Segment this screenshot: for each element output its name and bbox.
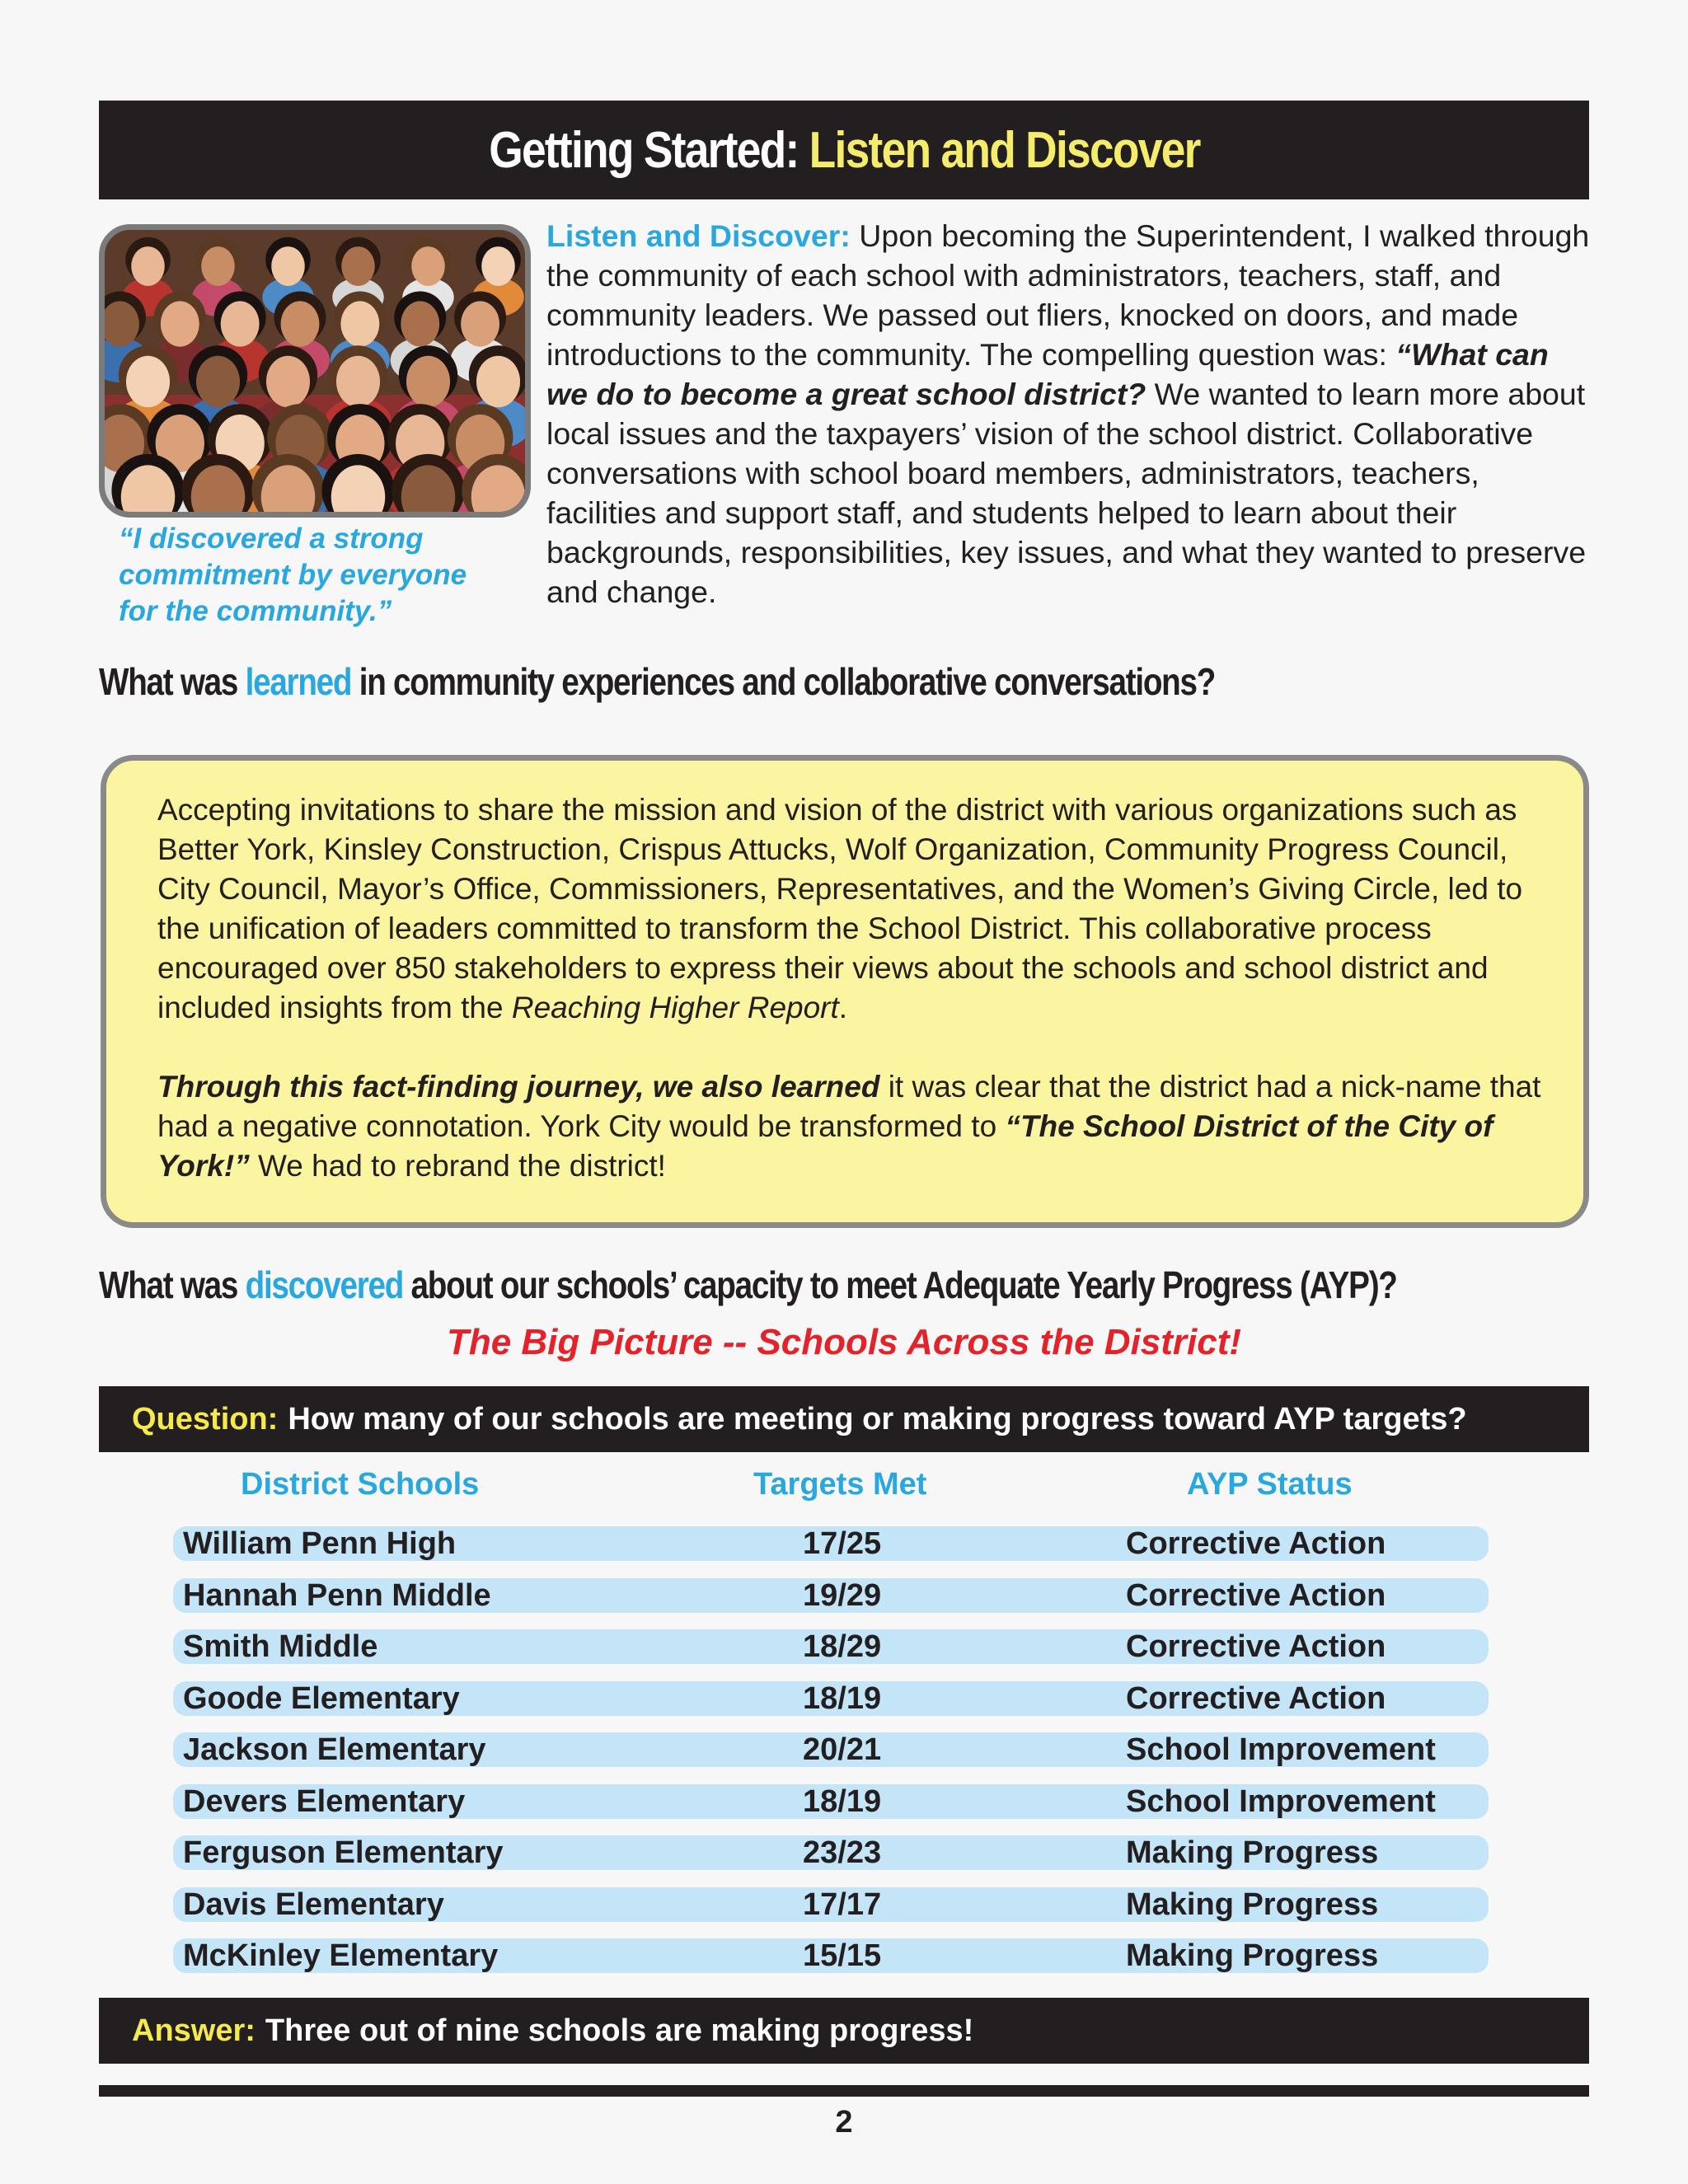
- question-label: Question:: [132, 1401, 279, 1436]
- table-row: [173, 1629, 1489, 1664]
- ayp-status: Corrective Action: [1126, 1577, 1386, 1613]
- ayp-status: Making Progress: [1126, 1835, 1379, 1870]
- person-face: [161, 301, 199, 346]
- person-face: [341, 246, 375, 286]
- footer-rule: [99, 2085, 1589, 2097]
- person-face: [411, 246, 445, 286]
- page-number: 2: [835, 2105, 853, 2139]
- targets-met: 20/21: [803, 1732, 882, 1767]
- schools-table: [173, 1526, 1489, 1990]
- person-face: [281, 301, 320, 346]
- section-heading-discovered: [99, 1263, 1397, 1307]
- answer-text: Three out of nine schools are making progress!: [265, 2013, 974, 2048]
- callout-p1-end: .: [838, 991, 848, 1024]
- ayp-status: Corrective Action: [1126, 1629, 1386, 1664]
- table-row: [173, 1681, 1489, 1716]
- person-face: [481, 246, 515, 286]
- page-title-highlight: Listen and Discover: [809, 121, 1200, 179]
- targets-met: 23/23: [803, 1835, 882, 1870]
- person-face: [221, 301, 260, 346]
- pull-quote: “I discovered a strong commitment by everyone for the community.”: [119, 523, 467, 627]
- person-face: [271, 246, 305, 286]
- answer-label: Answer:: [132, 2013, 256, 2048]
- heading-pre: What was: [99, 660, 246, 703]
- school-name: Hannah Penn Middle: [183, 1577, 491, 1613]
- person-face: [476, 356, 520, 408]
- intro-paragraph: [546, 216, 1592, 612]
- heading-post: about our schools’ capacity to meet Adequate Yearly Progress (AYP)?: [403, 1263, 1397, 1306]
- table-row: [173, 1835, 1489, 1870]
- table-row: [173, 1526, 1489, 1561]
- section-heading-learned: [99, 659, 1215, 704]
- page-header-bar: [99, 101, 1589, 199]
- ayp-status: School Improvement: [1126, 1783, 1436, 1819]
- heading-post: in community experiences and collaborative conversations?: [351, 660, 1216, 703]
- person-face: [340, 301, 379, 346]
- targets-met: 17/17: [803, 1886, 882, 1922]
- column-header-targets: Targets Met: [753, 1467, 927, 1502]
- targets-met: 17/25: [803, 1526, 882, 1561]
- table-row: [173, 1784, 1489, 1819]
- intro-text-1: Upon becoming the Superintendent, I walked through the community of each school with administrators, teachers, staff, and community leaders. We passed out fliers, knocked on doors, and made introductions to the community. The compelling question was:: [546, 218, 1590, 372]
- person-face: [461, 301, 499, 346]
- district-new-name: “The School District of the City of York!”: [157, 1109, 1493, 1183]
- callout-paragraph-2: [157, 1067, 1559, 1186]
- table-row: [173, 1578, 1489, 1613]
- person-face: [201, 246, 235, 286]
- person-face: [401, 301, 439, 346]
- heading-highlight: discovered: [245, 1263, 404, 1306]
- person-face: [266, 356, 310, 408]
- ayp-status: Corrective Action: [1126, 1526, 1386, 1561]
- ayp-status: Making Progress: [1126, 1886, 1379, 1922]
- targets-met: 19/29: [803, 1577, 882, 1613]
- targets-met: 15/15: [803, 1938, 882, 1973]
- person-face: [131, 246, 165, 286]
- person-face: [196, 356, 240, 408]
- targets-met: 18/19: [803, 1783, 882, 1819]
- learned-callout-box: [101, 755, 1589, 1228]
- person-face: [126, 356, 170, 408]
- callout-p2-end: We had to rebrand the district!: [249, 1149, 666, 1183]
- page-title: [489, 121, 1199, 180]
- school-name: Davis Elementary: [183, 1886, 444, 1922]
- school-name: Goode Elementary: [183, 1680, 460, 1716]
- question-text: How many of our schools are meeting or making progress toward AYP targets?: [288, 1401, 1467, 1436]
- heading-highlight: learned: [245, 660, 352, 703]
- person-face: [336, 356, 380, 408]
- report-title: Reaching Higher Report: [511, 991, 839, 1024]
- callout-p2-text: it was clear that the district had a nick-name that had a negative connotation. York City would be transformed to: [157, 1070, 1541, 1143]
- table-row: [173, 1887, 1489, 1922]
- table-row: [173, 1732, 1489, 1767]
- table-row: [173, 1938, 1489, 1973]
- answer-bar: [99, 1998, 1589, 2064]
- big-picture-subtitle: The Big Picture -- Schools Across the District!: [446, 1322, 1242, 1362]
- callout-paragraph-1: [157, 790, 1559, 1028]
- column-header-schools: District Schools: [241, 1467, 480, 1502]
- heading-pre: What was: [99, 1263, 246, 1306]
- callout-p1-text: Accepting invitations to share the mission and vision of the district with various organizations such as Better York, Kinsley Construction, Crispus Attucks, Wolf Organization, Community Progress Council, City Council, Mayor’s Office, Commissioners, Representatives, and the Women’s Giving Circle, led to the unification of leaders committed to transform the School District. This collaborative process encouraged over 850 stakeholders to express their views about the schools and school district and included insights from the: [157, 793, 1523, 1024]
- ayp-status: School Improvement: [1126, 1732, 1436, 1767]
- school-name: Ferguson Elementary: [183, 1835, 504, 1870]
- community-crowd-photo: [99, 224, 531, 518]
- targets-met: 18/19: [803, 1680, 882, 1716]
- school-name: McKinley Elementary: [183, 1938, 499, 1973]
- targets-met: 18/29: [803, 1629, 882, 1664]
- school-name: Jackson Elementary: [183, 1732, 486, 1767]
- question-bar: [99, 1386, 1589, 1452]
- person-face: [406, 356, 450, 408]
- school-name: Devers Elementary: [183, 1783, 466, 1819]
- intro-text-2: We wanted to learn more about local issues and the taxpayers’ vision of the school district. Collaborative conversations with school board members, administrators, teachers, facilities and support staff, and students helped to learn about their backgrounds, responsibilities, key issues, and what they wanted to preserve and change.: [546, 377, 1587, 609]
- ayp-status: Corrective Action: [1126, 1680, 1386, 1716]
- page-title-prefix: Getting Started:: [488, 121, 809, 179]
- school-name: Smith Middle: [183, 1629, 378, 1664]
- intro-label: Listen and Discover:: [546, 218, 851, 253]
- column-header-status: AYP Status: [1187, 1467, 1353, 1502]
- intro-question: “What can we do to become a great school district?: [546, 337, 1549, 411]
- crowd-illustration: [105, 230, 525, 512]
- ayp-status: Making Progress: [1126, 1938, 1379, 1973]
- school-name: William Penn High: [183, 1526, 457, 1561]
- callout-p2-lead: Through this fact-finding journey, we also learned: [157, 1070, 880, 1104]
